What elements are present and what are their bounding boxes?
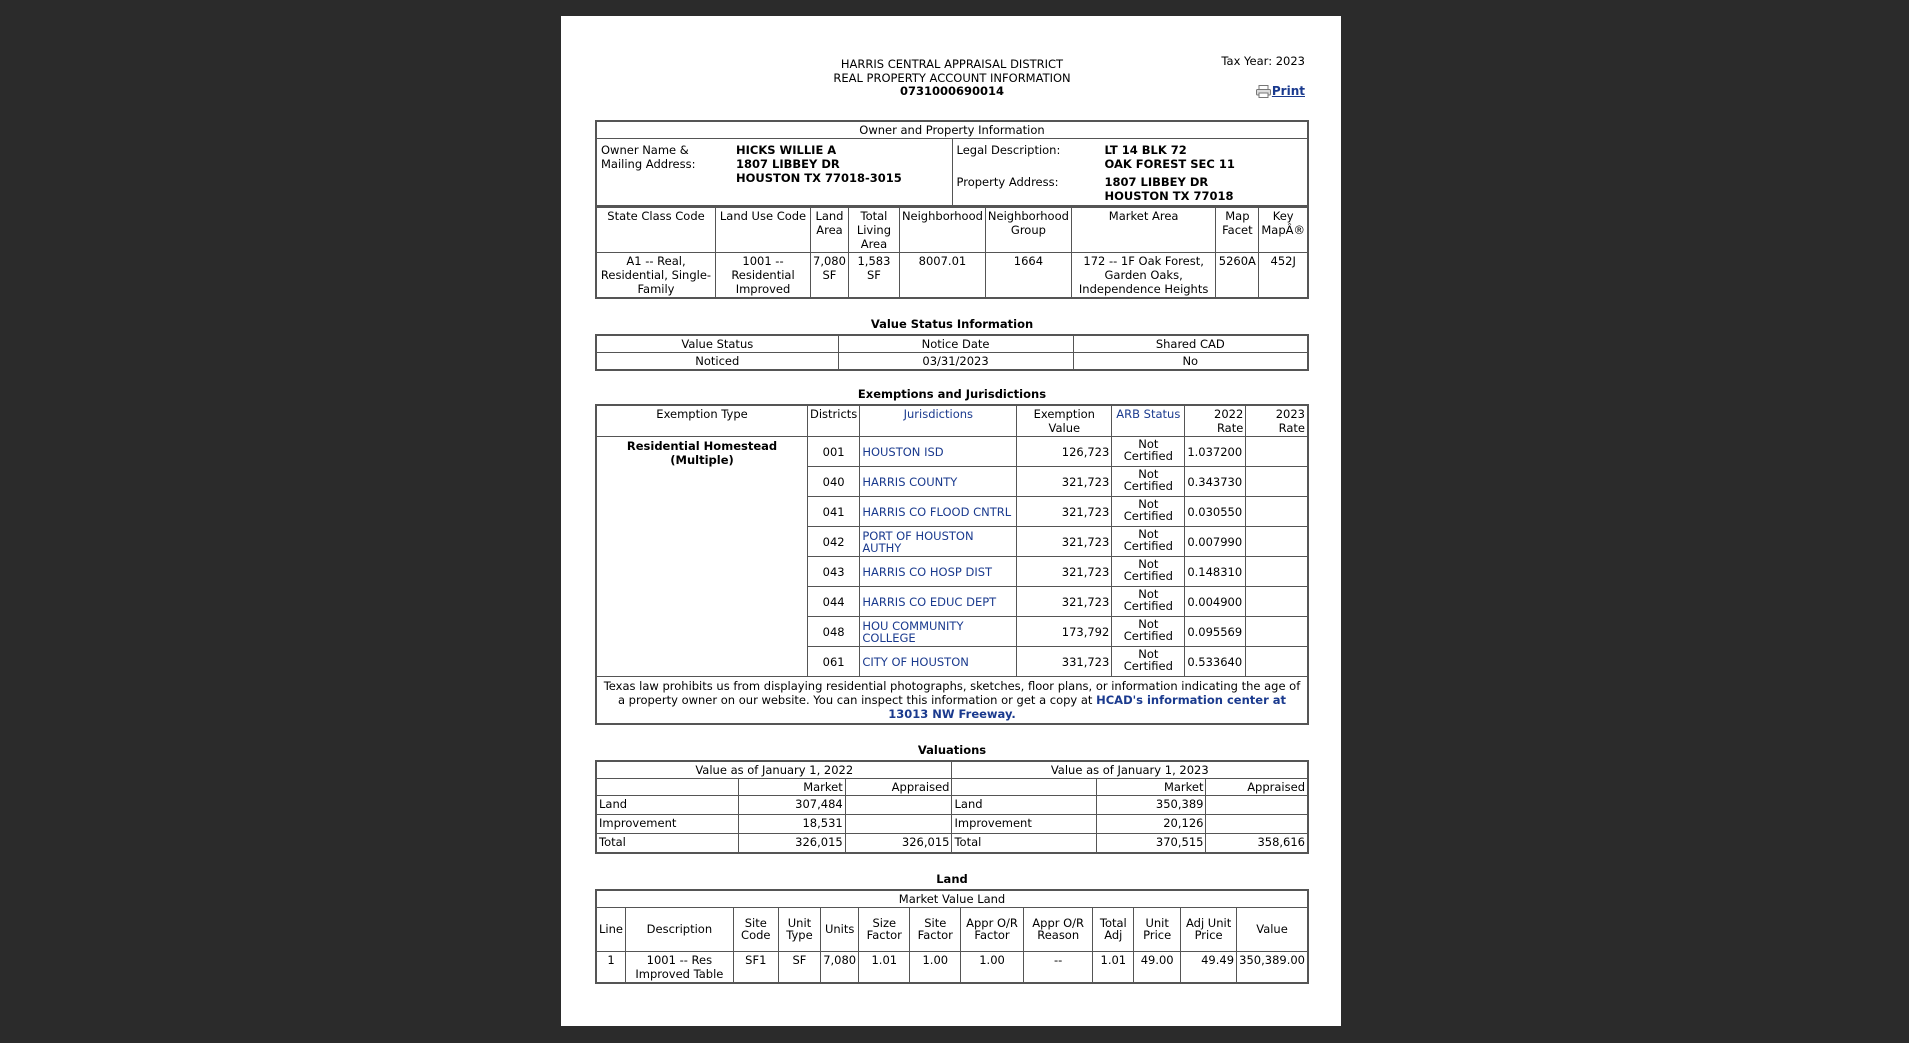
exemption-value: 173,792: [1017, 617, 1112, 647]
rate-2022: 1.037200: [1185, 437, 1246, 467]
exemption-row: [596, 437, 1308, 467]
rate-2022: 0.533640: [1185, 647, 1246, 677]
header-market-area: Market Area: [1071, 208, 1215, 253]
hcad-info-center-link[interactable]: HCAD's information center at 13013 NW Freeway: [888, 693, 1286, 721]
header-districts: Districts: [808, 405, 860, 437]
exemption-value: 321,723: [1017, 587, 1112, 617]
rate-2023: [1246, 617, 1308, 647]
header-notice-date: Notice Date: [838, 335, 1073, 353]
header-2023-rate: 2023 Rate: [1246, 405, 1308, 437]
rate-2022: 0.030550: [1185, 497, 1246, 527]
arb-status: Not Certified: [1112, 587, 1185, 617]
header-neighborhood-group: Neighborhood Group: [985, 208, 1071, 253]
appraised-2022: 326,015: [845, 834, 952, 853]
property-header-row: [596, 208, 1308, 253]
label-2023: Land: [952, 796, 1097, 815]
exemption-rows: [596, 437, 1308, 677]
header-value: Value: [1237, 907, 1308, 951]
arb-status: Not Certified: [1112, 527, 1185, 557]
exemption-value: 331,723: [1017, 647, 1112, 677]
rate-2022: 0.007990: [1185, 527, 1246, 557]
valuation-row: [596, 815, 1308, 834]
tax-year: Tax Year: 2023: [1221, 54, 1305, 68]
land-adj-unit-price: 49.49: [1181, 951, 1237, 983]
owner-label-2: Mailing Address:: [601, 157, 696, 171]
header-unit-type: Unit Type: [778, 907, 820, 951]
header-2022-rate: 2022 Rate: [1185, 405, 1246, 437]
header-site-factor: Site Factor: [910, 907, 961, 951]
header-exemption-type: Exemption Type: [596, 405, 808, 437]
header-appr-or-factor: Appr O/R Factor: [961, 907, 1024, 951]
land-appr-or-factor: 1.00: [961, 951, 1024, 983]
state-class-code: A1 -- Real, Residential, Single-Family: [596, 253, 716, 299]
jurisdiction-link[interactable]: PORT OF HOUSTON AUTHY: [860, 527, 1017, 557]
exemption-type: Residential Homestead (Multiple): [596, 437, 808, 677]
exemptions-table: [595, 404, 1309, 725]
market-2023-header: Market: [1097, 779, 1206, 796]
address-line-2: HOUSTON TX 77018: [1104, 189, 1234, 203]
rate-2023: [1246, 437, 1308, 467]
land-use-code: 1001 -- Residential Improved: [716, 253, 811, 299]
land-title: Land: [936, 871, 968, 886]
market-2022: 307,484: [738, 796, 845, 815]
exemptions-header-row: [596, 405, 1308, 437]
market-2022: 18,531: [738, 815, 845, 834]
district-code: 061: [808, 647, 860, 677]
district-name: HARRIS CENTRAL APPRAISAL DISTRICT: [840, 57, 1064, 71]
label-2023: Improvement: [952, 815, 1097, 834]
printer-icon[interactable]: [1256, 85, 1271, 98]
legal-cell: [952, 139, 1308, 207]
rate-2023: [1246, 467, 1308, 497]
valuations-table: [595, 760, 1309, 854]
district-code: 040: [808, 467, 860, 497]
jurisdiction-link[interactable]: HARRIS COUNTY: [860, 467, 1017, 497]
district-code: 001: [808, 437, 860, 467]
appraised-2022: [845, 815, 952, 834]
land-description: 1001 -- Res Improved Table: [625, 951, 733, 983]
header-size-factor: Size Factor: [859, 907, 910, 951]
header-description: Description: [625, 907, 733, 951]
market-area: 172 -- 1F Oak Forest, Garden Oaks, Independence Heights: [1071, 253, 1215, 299]
land-appr-or-reason: --: [1023, 951, 1093, 983]
rate-2023: [1246, 647, 1308, 677]
header-shared-cad: Shared CAD: [1073, 335, 1308, 353]
owner-property-table: [595, 120, 1309, 207]
district-code: 044: [808, 587, 860, 617]
land-value: 350,389.00: [1237, 951, 1308, 983]
privacy-notice-text: Texas law prohibits us from displaying residential photographs, sketches, floor plans, or information indicating the age of a property owner on our website. You can inspect this information or get a copy at: [603, 679, 1301, 707]
owner-label-1: Owner Name &: [601, 143, 689, 157]
exemption-value: 126,723: [1017, 437, 1112, 467]
land-site-factor: 1.00: [910, 951, 961, 983]
header-neighborhood: Neighborhood: [899, 208, 985, 253]
label-2022: Total: [596, 834, 738, 853]
jurisdiction-link[interactable]: HARRIS CO HOSP DIST: [860, 557, 1017, 587]
account-number: 0731000690014: [899, 84, 1005, 98]
page-header: [595, 16, 1309, 120]
valuations-title: Valuations: [917, 743, 987, 757]
blank-2023: [952, 779, 1097, 796]
appraised-2022: [845, 796, 952, 815]
jurisdiction-link[interactable]: HARRIS CO FLOOD CNTRL: [860, 497, 1017, 527]
label-2022: Improvement: [596, 815, 738, 834]
privacy-notice: [596, 677, 1308, 725]
print-label[interactable]: Print: [1271, 84, 1305, 98]
exemption-value: 321,723: [1017, 557, 1112, 587]
valuation-row: [596, 834, 1308, 853]
header-arb-status-link[interactable]: ARB Status: [1112, 405, 1185, 437]
owner-street: 1807 LIBBEY DR: [736, 157, 840, 171]
valuation-row: [596, 796, 1308, 815]
arb-status: Not Certified: [1112, 647, 1185, 677]
land-row: [596, 951, 1308, 983]
market-2022: 326,015: [738, 834, 845, 853]
header-state-class: State Class Code: [596, 208, 716, 253]
land-unit-type: SF: [778, 951, 820, 983]
rate-2022: 0.148310: [1185, 557, 1246, 587]
owner-cell: [596, 139, 952, 207]
owner-section-title: Owner and Property Information: [596, 121, 1308, 139]
header-appr-or-reason: Appr O/R Reason: [1023, 907, 1093, 951]
exemptions-title: Exemptions and Jurisdictions: [857, 387, 1047, 401]
valuation-2022-title: Value as of January 1, 2022: [596, 761, 952, 779]
exemption-value: 321,723: [1017, 467, 1112, 497]
land-total-adj: 1.01: [1093, 951, 1134, 983]
market-2023: 370,515: [1097, 834, 1206, 853]
rate-2023: [1246, 527, 1308, 557]
label-2022: Land: [596, 796, 738, 815]
address-line-1: 1807 LIBBEY DR: [1104, 175, 1209, 189]
land-subtitle: Market Value Land: [596, 890, 1308, 908]
legal-line-2: OAK FOREST SEC 11: [1104, 157, 1235, 171]
legal-label: Legal Description:: [956, 143, 1061, 157]
land-line: 1: [596, 951, 625, 983]
land-units: 7,080: [821, 951, 859, 983]
appraised-2023: [1206, 815, 1308, 834]
header-map-facet: Map Facet: [1216, 208, 1259, 253]
arb-status: Not Certified: [1112, 467, 1185, 497]
rate-2023: [1246, 557, 1308, 587]
neighborhood: 8007.01: [899, 253, 985, 299]
exemption-value: 321,723: [1017, 527, 1112, 557]
land-table: [595, 889, 1309, 984]
rate-2022: 0.095569: [1185, 617, 1246, 647]
district-code: 048: [808, 617, 860, 647]
rate-2022: 0.004900: [1185, 587, 1246, 617]
owner-name: HICKS WILLIE A: [736, 143, 837, 157]
jurisdiction-link[interactable]: HARRIS CO EDUC DEPT: [860, 587, 1017, 617]
header-title: [595, 58, 1309, 99]
land-unit-price: 49.00: [1134, 951, 1181, 983]
header-living-area: Total Living Area: [848, 208, 899, 253]
arb-status: Not Certified: [1112, 617, 1185, 647]
exemption-value: 321,723: [1017, 497, 1112, 527]
neighborhood-group: 1664: [985, 253, 1071, 299]
owner-city: HOUSTON TX 77018-3015: [736, 171, 902, 185]
appraised-2023: 358,616: [1206, 834, 1308, 853]
valuation-rows: [596, 796, 1308, 853]
key-map: 452J: [1259, 253, 1308, 299]
land-area: 7,080 SF: [811, 253, 849, 299]
jurisdiction-link[interactable]: HOU COMMUNITY COLLEGE: [860, 617, 1017, 647]
header-exemption-value: Exemption Value: [1017, 405, 1112, 437]
header-line: Line: [596, 907, 625, 951]
district-code: 042: [808, 527, 860, 557]
land-header-row: [596, 907, 1308, 951]
value-status-title: Value Status Information: [870, 317, 1034, 331]
header-site-code: Site Code: [733, 907, 778, 951]
living-area: 1,583 SF: [848, 253, 899, 299]
appraised-2022-header: Appraised: [845, 779, 952, 796]
header-total-adj: Total Adj: [1093, 907, 1134, 951]
notice-date: 03/31/2023: [838, 353, 1073, 371]
appraised-2023: [1206, 796, 1308, 815]
value-status: Noticed: [596, 353, 838, 371]
header-unit-price: Unit Price: [1134, 907, 1181, 951]
land-size-factor: 1.01: [859, 951, 910, 983]
rate-2022: 0.343730: [1185, 467, 1246, 497]
jurisdiction-link[interactable]: CITY OF HOUSTON: [860, 647, 1017, 677]
property-value-row: [596, 253, 1308, 299]
jurisdiction-link[interactable]: HOUSTON ISD: [860, 437, 1017, 467]
map-facet: 5260A: [1216, 253, 1259, 299]
header-land-use: Land Use Code: [716, 208, 811, 253]
market-2023: 20,126: [1097, 815, 1206, 834]
address-label: Property Address:: [956, 175, 1059, 189]
header-adj-unit-price: Adj Unit Price: [1181, 907, 1237, 951]
valuation-2023-title: Value as of January 1, 2023: [952, 761, 1308, 779]
header-units: Units: [821, 907, 859, 951]
value-status-table: [595, 334, 1309, 371]
legal-line-1: LT 14 BLK 72: [1104, 143, 1187, 157]
land-site-code: SF1: [733, 951, 778, 983]
rate-2023: [1246, 497, 1308, 527]
arb-status: Not Certified: [1112, 437, 1185, 467]
market-2023: 350,389: [1097, 796, 1206, 815]
blank-2022: [596, 779, 738, 796]
land-rows: [596, 951, 1308, 983]
notice-period: .: [1011, 707, 1016, 721]
header-jurisdictions-link[interactable]: Jurisdictions: [860, 405, 1017, 437]
district-code: 041: [808, 497, 860, 527]
report-title: REAL PROPERTY ACCOUNT INFORMATION: [833, 70, 1071, 85]
header-key-map: Key MapÂ®: [1259, 208, 1308, 253]
label-2023: Total: [952, 834, 1097, 853]
district-code: 043: [808, 557, 860, 587]
property-detail-table: [595, 207, 1309, 299]
appraised-2023-header: Appraised: [1206, 779, 1308, 796]
market-2022-header: Market: [738, 779, 845, 796]
print-link[interactable]: [1256, 84, 1305, 98]
document-content: [595, 16, 1309, 984]
header-value-status: Value Status: [596, 335, 838, 353]
document-page: [561, 16, 1341, 1026]
arb-status: Not Certified: [1112, 557, 1185, 587]
shared-cad: No: [1073, 353, 1308, 371]
header-land-area: Land Area: [811, 208, 849, 253]
rate-2023: [1246, 587, 1308, 617]
arb-status: Not Certified: [1112, 497, 1185, 527]
